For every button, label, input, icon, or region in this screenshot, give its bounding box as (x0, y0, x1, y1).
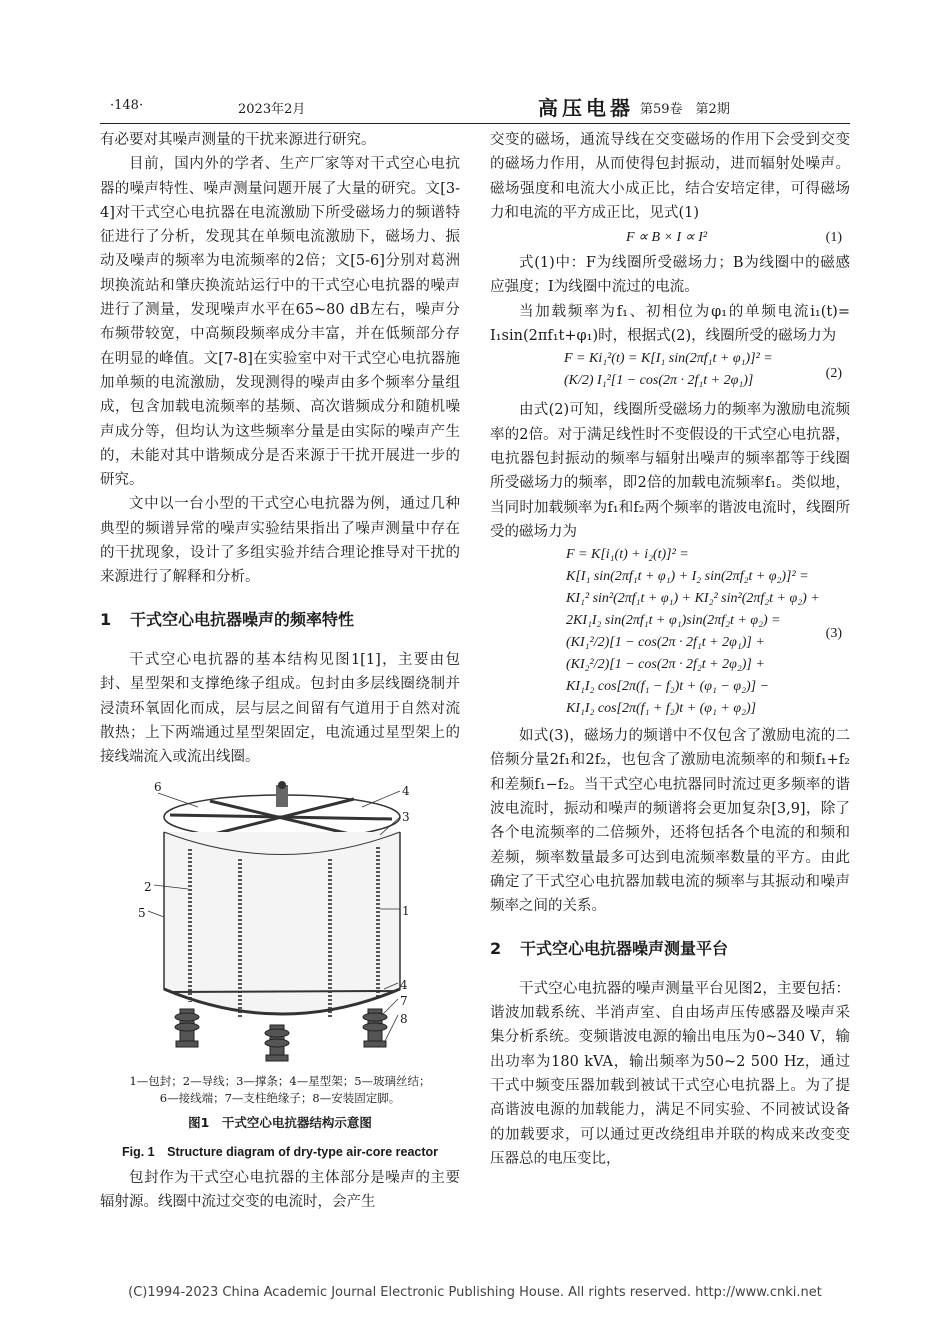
right-column (490, 128, 850, 1171)
section-title: 干式空心电抗器噪声测量平台 (520, 938, 729, 958)
figure-label-6: 6 (154, 780, 162, 795)
figure-label-1: 1 (402, 904, 410, 919)
section-heading-2 (490, 937, 850, 961)
equation-3-line: KI₁I₂ cos[2π(f₁ − f₂)t + (φ₁ − φ₂)] − (566, 679, 770, 695)
paragraph: 交变的磁场，通流导线在交变磁场的作用下会受到交变的磁场力作用，从而使得包封振动，进而辐射处噪声。磁场强度和电流大小成正比，结合安培定律，可得磁场力和电流的平方成正比，见式(1) (490, 132, 850, 221)
paragraph: 式(1)中：F为线圈所受磁场力；B为线圈中的磁感应强度；I为线圈中流过的电流。 (490, 255, 850, 296)
volume-issue: 第59卷 第2期 (640, 102, 730, 117)
figure-label-4: 4 (402, 784, 410, 799)
paragraph: 有必要对其噪声测量的干扰来源进行研究。 (100, 132, 376, 148)
figure-label-2: 2 (144, 880, 152, 895)
equation-2-line-1: F = Ki₁²(t) = K[I₁ sin(2πf₁t + φ₁)]² = (564, 351, 773, 367)
paragraph: 由式(2)可知，线圈所受磁场力的频率为激励电流频率的2倍。对于满足线性时不变假设的干式空心电抗器，电抗器包封振动的频率与辐射出噪声的频率都等于线圈所受磁场力的频率，即2倍的加载电流频率f₁。类似地，当同时加载频率为f₁和f₂两个频率的谐波电流时，线圈所受的磁场力为 (490, 402, 850, 540)
section-number: 2 (490, 938, 502, 958)
figure-label-7: 7 (400, 994, 408, 1009)
paragraph: 包封作为干式空心电抗器的主体部分是噪声的主要辐射源。线圈中流过交变的电流时，会产生 (100, 1170, 460, 1211)
figure-label-4b: 4 (400, 978, 408, 993)
equation-1-body: F ∝ B × I ∝ I² (626, 230, 708, 246)
figure-legend-2: 6—接线端；7—支柱绝缘子；8—安装固定脚。 (159, 1091, 401, 1106)
equation-3-line: KI₁² sin²(2πf₁t + φ₁) + KI₂² sin²(2πf₂t + φ₂) + (566, 591, 820, 607)
figure-label-3: 3 (402, 810, 410, 825)
figure-legend-1: 1—包封；2—导线；3—撑条；4—星型架；5—玻璃丝结； (129, 1074, 431, 1089)
equation-2-line-2: (K/2) I₁²[1 − cos(2π · 2f₁t + 2φ₁)] (564, 373, 754, 389)
equation-3-line: 2KI₁I₂ sin(2πf₁t + φ₁)sin(2πf₂t + φ₂) = (566, 613, 781, 629)
section-number: 1 (100, 609, 112, 629)
equation-1 (490, 225, 850, 251)
equation-1-number: (1) (825, 230, 842, 246)
paragraph: 干式空心电抗器的噪声测量平台见图2，主要包括：谐波加载系统、半消声室、自由场声压传感器及噪声采集分析系统。变频谐波电源的输出电压为0~340 V，输出功率为180 kVA，输出频率为50~2 500 Hz，通过干式中频变压器加载到被试干式空心电抗器上。为了提高谐波电源的加载能力，满足不同实验、不同被试设备的加载要求，可以通过更改绕组串并联的构成来改变变压器总的电压变比， (490, 980, 850, 1167)
figure-caption-cn: 图1 干式空心电抗器结构示意图 (188, 1115, 372, 1131)
equation-2 (490, 348, 850, 398)
equation-3-line: K[I₁ sin(2πf₁t + φ₁) + I₂ sin(2πf₂t + φ₂)]² = (566, 569, 809, 585)
equation-3-line: (KI₂²/2)[1 − cos(2π · 2f₂t + 2φ₂)] + (566, 657, 765, 673)
equation-2-number: (2) (825, 366, 842, 382)
figure-label-8: 8 (400, 1012, 408, 1027)
paragraph: 如式(3)，磁场力的频谱中不仅包含了激励电流的二倍频分量2f₁和2f₂，也包含了激励电流频率的和频f₁+f₂和差频f₁−f₂。当干式空心电抗器同时流过更多频率的谐波电流时，振动和噪声的频谱将会更加复杂[3,9]，除了各个电流频率的二倍频外，还将包括各个电流的和频和差频，频率数量最多可达到电流频率数量的平方。由此确定了干式空心电抗器加载电流的频率与其振动和噪声频率之间的关系。 (490, 728, 850, 915)
section-heading-1 (100, 608, 460, 632)
equation-3-line: F = K[i₁(t) + i₂(t)]² = (566, 547, 689, 563)
paragraph: 文中以一台小型的干式空心电抗器为例，通过几种典型的频谱异常的噪声实验结果指出了噪声测量中存在的干扰现象，设计了多组实验并结合理论推导对干扰的来源进行了解释和分析。 (100, 496, 460, 586)
issue-date: 2023年2月 (238, 102, 306, 117)
page-header (100, 92, 850, 122)
paragraph: 当加载频率为f₁、初相位为φ₁的单频电流i₁(t)= I₁sin(2πf₁t+φ₁)时，根据式(2)，线圈所受的磁场力为 (490, 303, 850, 345)
left-column (100, 128, 460, 1215)
equation-3-line: KI₁I₂ cos[2π(f₁ + f₂)t + (φ₁ + φ₂)] (566, 701, 757, 717)
page-number: ·148· (110, 98, 144, 113)
section-title: 干式空心电抗器噪声的频率特性 (130, 609, 355, 629)
journal-title: 高压电器 (538, 96, 634, 120)
figure-label-5: 5 (138, 906, 146, 921)
figure-caption-en: Fig. 1 Structure diagram of dry-type air-core reactor (121, 1144, 439, 1159)
header-rule (100, 123, 850, 124)
paragraph: 目前，国内外的学者、生产厂家等对干式空心电抗器的噪声特性、噪声测量问题开展了大量的研究。文[3-4]对干式空心电抗器在电流激励下所受磁场力的频谱特征进行了分析，发现其在单频电流激励下，磁场力、振动及噪声的频率为电流频率的2倍；文[5-6]分别对葛洲坝换流站和肇庆换流站运行中的干式空心电抗器的噪声进行了测量，发现噪声水平在65~80 dB左右，噪声分布频带较宽，中高频段频率成分丰富，并在低频部分存在明显的峰值。文[7-8]在实验室中对干式空心电抗器施加单频的电流激励，发现测得的噪声由多个频率分量组成，包含加载电流频率的基频、高次谐频成分和随机噪声成分等，但均认为这些频率分量是由实际的噪声产生的，未能对其中谐频成分是否来源于干扰开展进一步的研究。 (100, 156, 460, 489)
equation-3 (490, 544, 850, 724)
paragraph: 干式空心电抗器的基本结构见图1[1]，主要由包封、星型架和支撑绝缘子组成。包封由多层线圈绕制并浸渍环氧固化而成，层与层之间留有气道用于自然对流散热；上下两端通过星型架固定，电流通过星型架上的接线端流入或流出线圈。 (100, 651, 460, 766)
figure-1 (100, 777, 460, 1067)
copyright-footer: (C)1994-2023 China Academic Journal Electronic Publishing House. All rights reserved. http://www.cnki.net (128, 1285, 822, 1300)
equation-3-line: (KI₁²/2)[1 − cos(2π · 2f₁t + 2φ₁)] + (566, 635, 765, 651)
equation-3-number: (3) (825, 626, 842, 642)
